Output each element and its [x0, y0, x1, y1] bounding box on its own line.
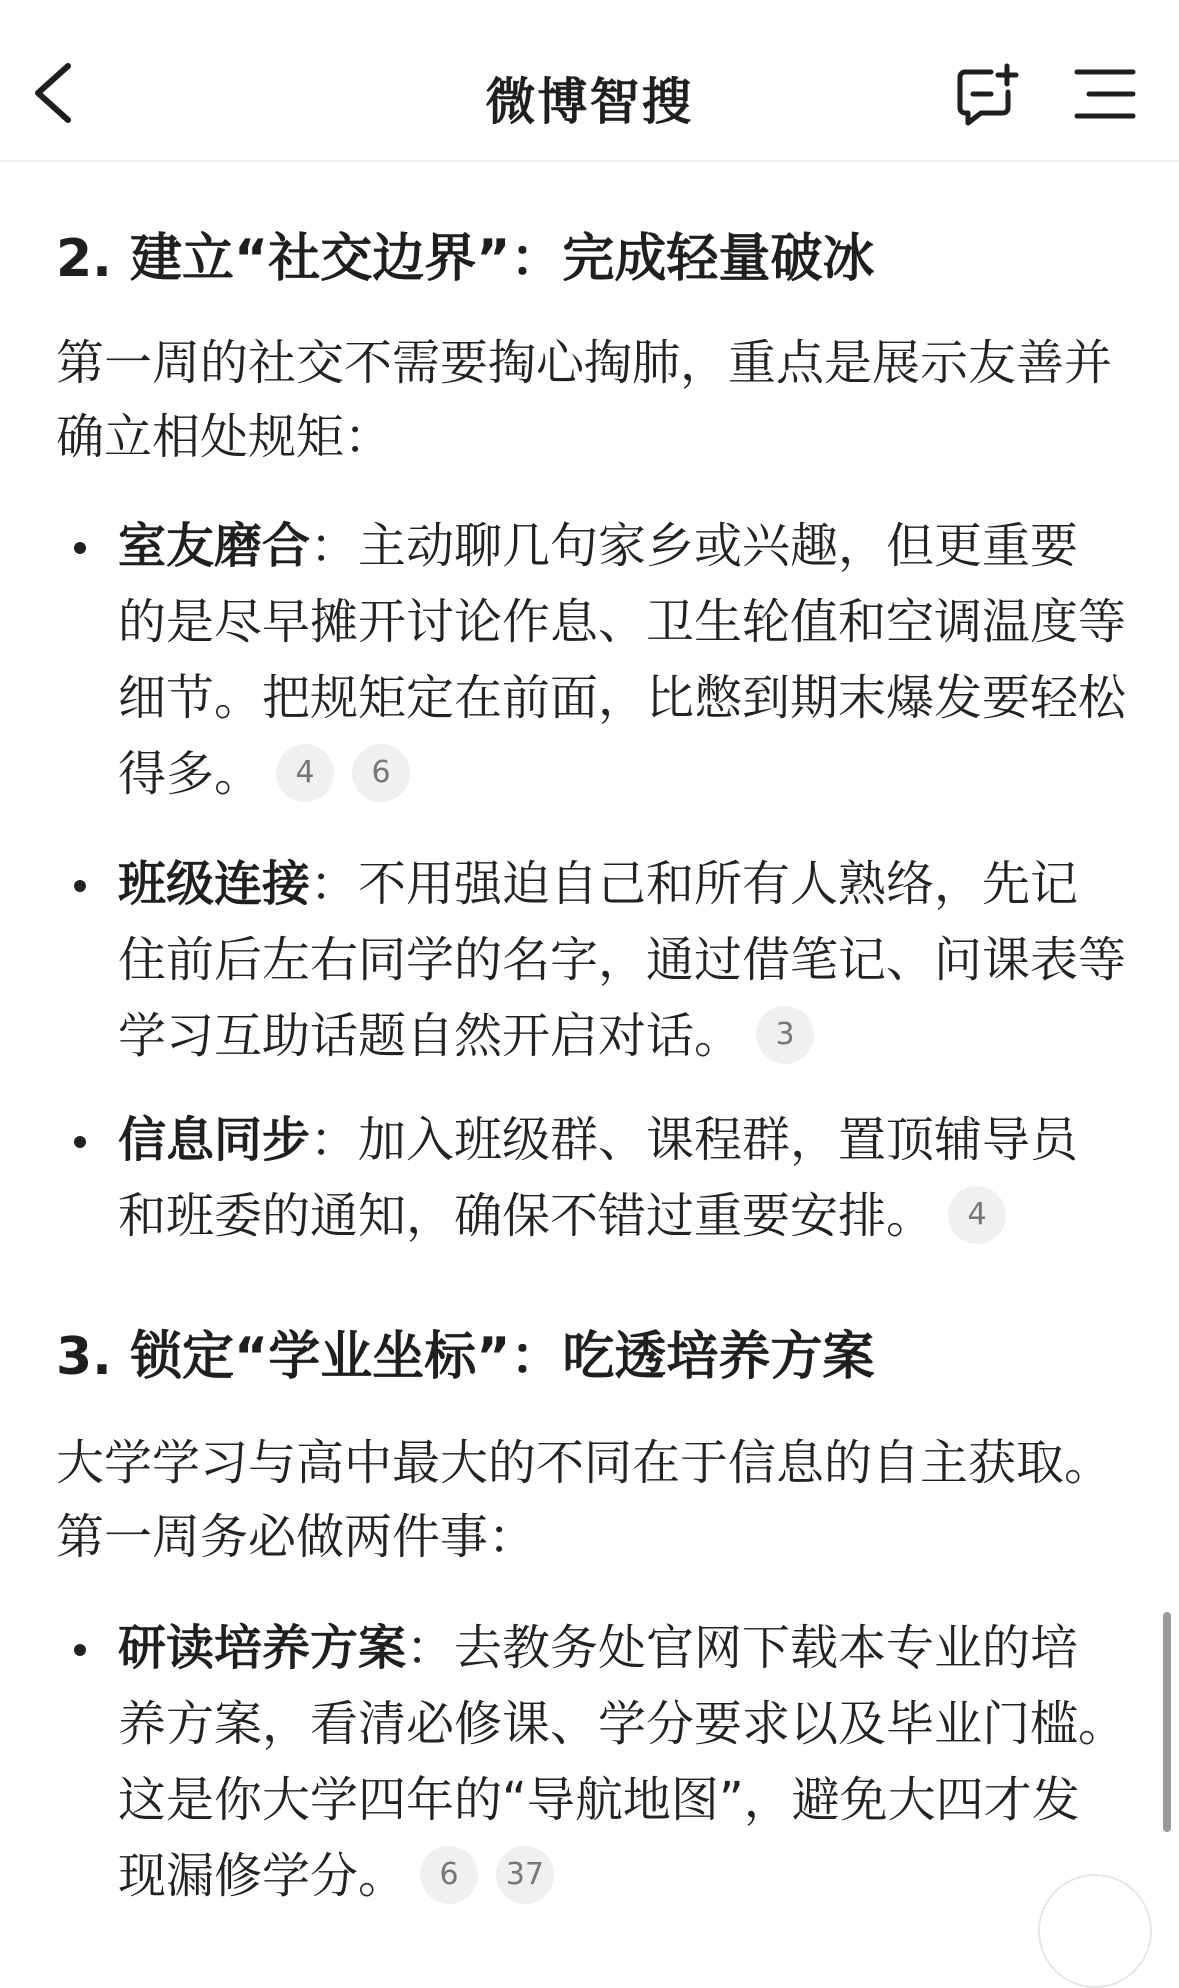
list-item [56, 1610, 1126, 1914]
bullet-term: 室友磨合 [118, 518, 311, 574]
bullet-list [56, 508, 1126, 1254]
citation-badge[interactable]: 4 [948, 1186, 1006, 1244]
bullet-text: ：不用强迫自己和所有人熟络，先记住前后左右同学的名字，通过借笔记、问课表等学习互助话题自然开启对话。 [118, 856, 1127, 1064]
menu-lines-icon [1073, 64, 1137, 124]
section-intro: 第一周的社交不需要掏心掏肺，重点是展示友善并确立相处规矩： [56, 335, 1113, 465]
bullet-dot [74, 880, 86, 892]
answer-content [56, 160, 1126, 1914]
citation-badge[interactable]: 4 [276, 744, 334, 802]
bullet-dot [74, 1136, 86, 1148]
citation-badge[interactable]: 6 [352, 744, 410, 802]
citation-badge[interactable]: 37 [496, 1846, 554, 1904]
bullet-text: ：加入班级群、课程群，置顶辅导员和班委的通知，确保不错过重要安排。 [118, 1112, 1079, 1244]
section-intro: 大学学习与高中最大的不同在于信息的自主获取。第一周务必做两件事： [56, 1435, 1113, 1565]
new-chat-button[interactable] [955, 62, 1021, 128]
list-item [56, 1102, 1126, 1254]
scrollbar[interactable] [1163, 1612, 1171, 1832]
chat-bubble-plus-icon [955, 62, 1021, 128]
menu-button[interactable] [1073, 64, 1137, 124]
bullet-term: 研读培养方案 [118, 1620, 407, 1676]
page-title: 微博智搜 [485, 73, 694, 131]
bullet-dot [74, 1644, 86, 1656]
bullet-list [56, 1610, 1126, 1914]
bullet-text: ：去教务处官网下载本专业的培养方案，看清必修课、学分要求以及毕业门槛。这是你大学四年的“导航地图”，避免大四才发现漏修学分。 [118, 1620, 1127, 1904]
floating-button[interactable] [1038, 1874, 1152, 1988]
citation-badge[interactable]: 3 [756, 1006, 814, 1064]
list-item [56, 508, 1126, 812]
bullet-term: 信息同步 [118, 1112, 311, 1168]
section-heading: 2. 建立“社交边界”：完成轻量破冰 [56, 229, 875, 289]
bullet-text: ：主动聊几句家乡或兴趣，但更重要的是尽早摊开讨论作息、卫生轮值和空调温度等细节。把规矩定在前面，比憋到期末爆发要轻松得多。 [118, 518, 1127, 802]
top-navbar [0, 0, 1179, 162]
citation-badge[interactable]: 6 [420, 1846, 478, 1904]
bullet-term: 班级连接 [118, 856, 311, 912]
bullet-dot [74, 542, 86, 554]
section-heading: 3. 锁定“学业坐标”：吃透培养方案 [56, 1327, 875, 1387]
list-item [56, 846, 1126, 1074]
